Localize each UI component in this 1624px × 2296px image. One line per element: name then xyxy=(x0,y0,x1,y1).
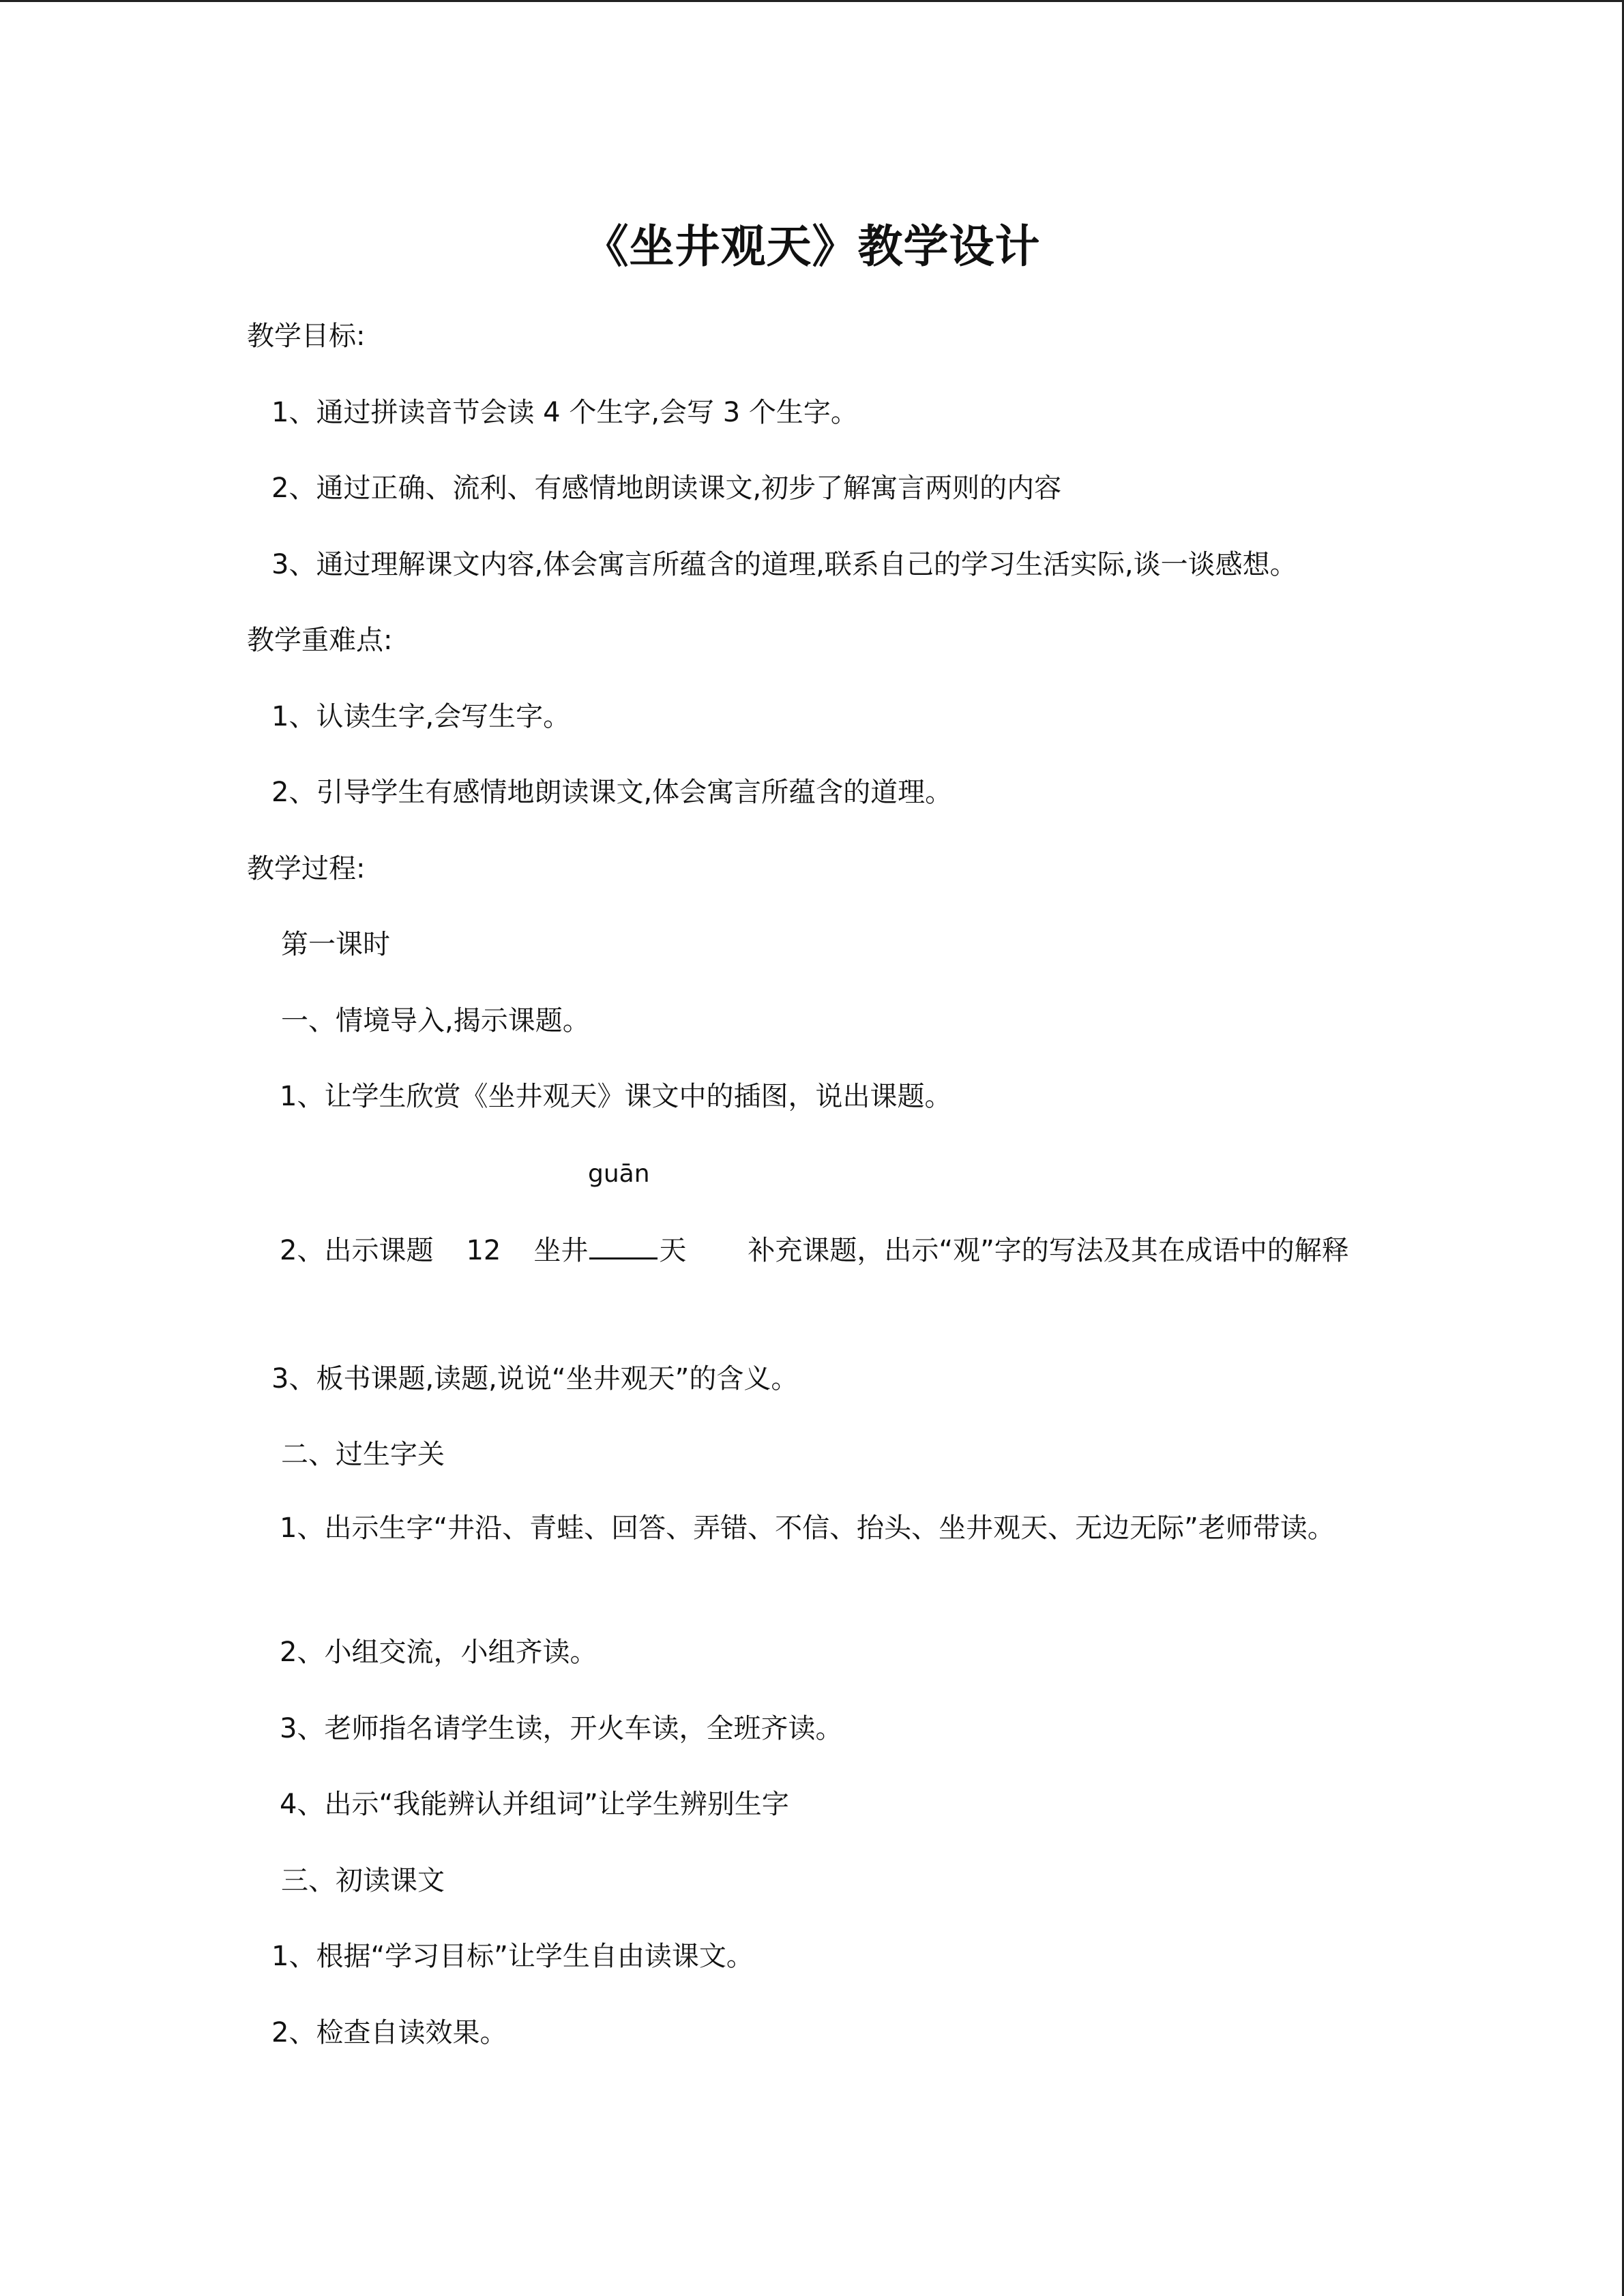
goal-item: 2、通过正确、流利、有感情地朗读课文,初步了解寓言两则的内容 xyxy=(271,473,1062,504)
fill-blank xyxy=(589,1230,658,1259)
item-suffix: 补充课题，出示“观”字的写法及其在成语中的解释 xyxy=(748,1235,1349,1266)
part2-item: 4、出示“我能辨认并组词”让学生辨别生字 xyxy=(280,1789,789,1820)
part1-item: 1、让学生欣赏《坐井观天》课文中的插图，说出课题。 xyxy=(280,1081,952,1112)
item-prefix: 2、出示课题 xyxy=(280,1235,434,1266)
part3-heading: 三、初读课文 xyxy=(281,1865,445,1896)
goals-heading: 教学目标: xyxy=(247,320,366,352)
title-end: 天 xyxy=(659,1235,687,1266)
part2-item: 3、老师指名请学生读，开火车读，全班齐读。 xyxy=(280,1713,843,1744)
part2-item: 2、小组交流，小组齐读。 xyxy=(280,1637,597,1668)
lesson-label: 第一课时 xyxy=(281,929,390,960)
keypoints-heading: 教学重难点: xyxy=(247,625,393,656)
keypoint-item: 2、引导学生有感情地朗读课文,体会寓言所蕴含的道理。 xyxy=(271,777,953,808)
part1-heading: 一、情境导入,揭示课题。 xyxy=(281,1005,590,1037)
part1-item-title xyxy=(247,1228,1383,1273)
lesson-number: 12 xyxy=(466,1235,501,1266)
part3-item: 2、检查自读效果。 xyxy=(271,2017,507,2048)
part3-item: 1、根据“学习目标”让学生自由读课文。 xyxy=(271,1941,754,1972)
document-title: 《坐井观天》教学设计 xyxy=(583,220,1041,273)
keypoint-item: 1、认读生字,会写生字。 xyxy=(271,701,571,732)
pinyin-annotation: guān xyxy=(588,1160,650,1188)
process-heading: 教学过程: xyxy=(247,853,366,884)
part2-heading: 二、过生字关 xyxy=(281,1439,445,1470)
goal-item: 3、通过理解课文内容,体会寓言所蕴含的道理,联系自己的学习生活实际,谈一谈感想。 xyxy=(271,549,1297,580)
goal-item: 1、通过拼读音节会读 4 个生字,会写 3 个生字。 xyxy=(271,397,858,428)
title-start: 坐井 xyxy=(533,1235,589,1266)
part2-item: 1、出示生字“井沿、青蛙、回答、弄错、不信、抬头、坐井观天、无边无际”老师带读。 xyxy=(280,1512,1335,1544)
part1-item: 3、板书课题,读题,说说“坐井观天”的含义。 xyxy=(271,1363,799,1395)
